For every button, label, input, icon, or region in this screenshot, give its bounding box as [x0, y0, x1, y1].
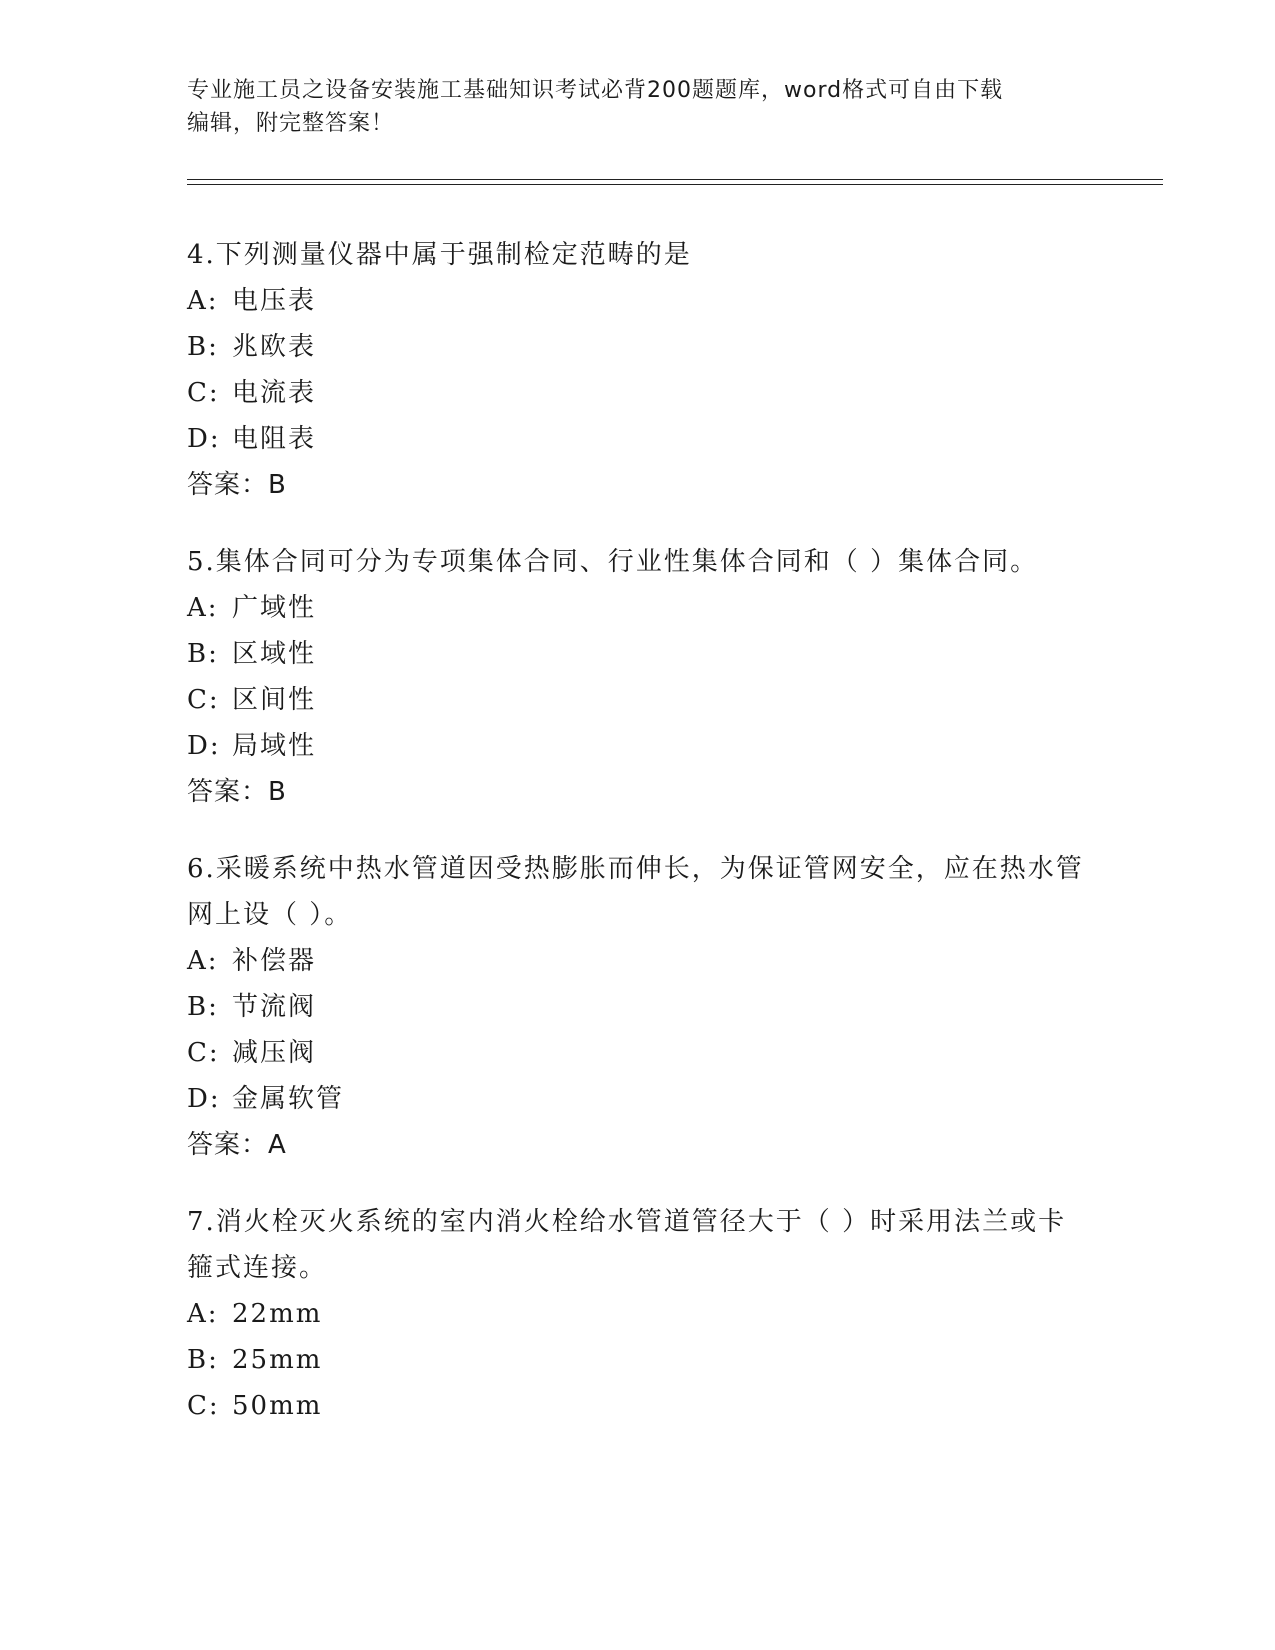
header-divider-bottom — [187, 184, 1163, 185]
option-text: 兆欧表 — [232, 332, 317, 362]
option-text: 金属软管 — [232, 1084, 345, 1114]
option-letter: B: — [187, 639, 219, 669]
question-block — [187, 846, 1087, 1168]
option-a — [187, 278, 1087, 324]
option-letter: C: — [187, 685, 220, 715]
option-b — [187, 1337, 1087, 1383]
option-letter: D: — [187, 424, 221, 454]
option-text: 电流表 — [232, 378, 317, 408]
option-text: 节流阀 — [232, 992, 317, 1022]
option-a — [187, 1291, 1087, 1337]
option-text: 电压表 — [232, 286, 317, 316]
option-text: 区间性 — [232, 685, 317, 715]
option-a — [187, 585, 1087, 631]
option-text: 补偿器 — [232, 946, 317, 976]
answer-line: 答案：B — [187, 470, 287, 500]
question-block — [187, 232, 1087, 508]
option-c — [187, 1383, 1087, 1429]
question-text: 6.采暖系统中热水管道因受热膨胀而伸长，为保证管网安全，应在热水管网上设（ ）。 — [187, 854, 1084, 930]
option-a — [187, 938, 1087, 984]
option-letter: A: — [187, 286, 219, 316]
option-c — [187, 677, 1087, 723]
option-letter: B: — [187, 992, 219, 1022]
option-text: 广域性 — [232, 593, 317, 623]
option-c — [187, 1030, 1087, 1076]
option-letter: A: — [187, 946, 219, 976]
option-letter: C: — [187, 378, 220, 408]
header-divider-top — [187, 179, 1163, 180]
header-line-2: 编辑，附完整答案！ — [187, 111, 395, 136]
document-header — [187, 74, 1087, 140]
option-text: 减压阀 — [232, 1038, 317, 1068]
option-b — [187, 984, 1087, 1030]
question-text: 7.消火栓灭火系统的室内消火栓给水管道管径大于（ ）时采用法兰或卡箍式连接。 — [187, 1207, 1067, 1283]
option-letter: D: — [187, 731, 221, 761]
option-text: 50mm — [232, 1391, 323, 1421]
question-text: 4.下列测量仪器中属于强制检定范畴的是 — [187, 240, 692, 270]
header-line-1: 专业施工员之设备安装施工基础知识考试必背200题题库，word格式可自由下载 — [187, 78, 1004, 103]
option-letter: B: — [187, 1345, 219, 1375]
question-text: 5.集体合同可分为专项集体合同、行业性集体合同和（ ）集体合同。 — [187, 547, 1039, 577]
option-d — [187, 1076, 1087, 1122]
option-letter: C: — [187, 1038, 220, 1068]
option-text: 电阻表 — [232, 424, 317, 454]
option-c — [187, 370, 1087, 416]
option-text: 区域性 — [232, 639, 317, 669]
option-letter: D: — [187, 1084, 221, 1114]
question-block — [187, 1199, 1087, 1429]
option-text: 局域性 — [232, 731, 317, 761]
option-letter: A: — [187, 1299, 219, 1329]
option-b — [187, 631, 1087, 677]
answer-line: 答案：A — [187, 1130, 287, 1160]
question-block — [187, 539, 1087, 815]
option-text: 22mm — [232, 1299, 323, 1329]
option-d — [187, 416, 1087, 462]
question-list — [187, 232, 1087, 1460]
option-letter: B: — [187, 332, 219, 362]
option-letter: A: — [187, 593, 219, 623]
option-text: 25mm — [232, 1345, 323, 1375]
option-letter: C: — [187, 1391, 220, 1421]
answer-line: 答案：B — [187, 777, 287, 807]
option-d — [187, 723, 1087, 769]
option-b — [187, 324, 1087, 370]
